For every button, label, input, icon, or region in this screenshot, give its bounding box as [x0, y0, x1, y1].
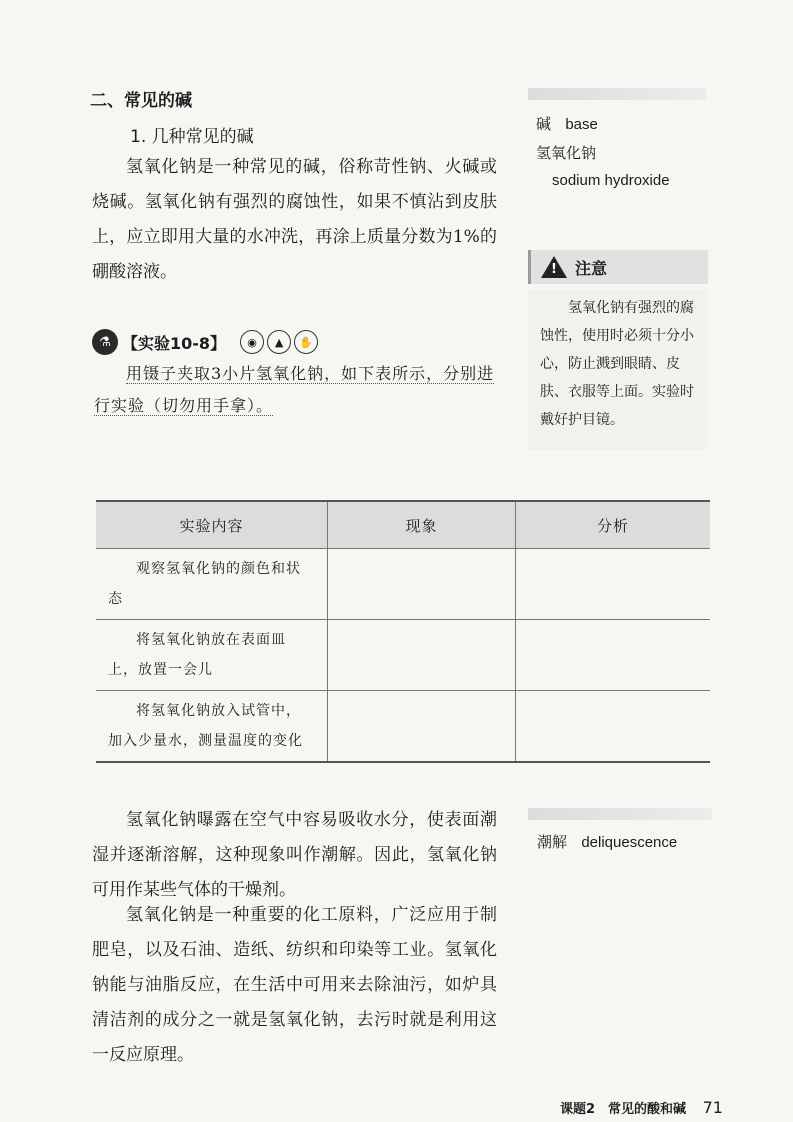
paragraph-uses: 氢氧化钠是一种重要的化工原料，广泛应用于制肥皂，以及石油、造纸、纺织和印染等工业。氢氧化钠能与油脂反应，在生活中可用来去除油污，如炉具清洁剂的成分之一就是氢氧化钠，去污时就是利用这一反应原理。	[92, 905, 497, 1065]
table-cell: 将氢氧化钠放入试管中，加入少量水，测量温度的变化	[96, 691, 328, 763]
column-header: 现象	[328, 501, 516, 549]
paragraph-sodium-hydroxide-intro: 氢氧化钠是一种常见的碱，俗称苛性钠、火碱或烧碱。氢氧化钠有强烈的腐蚀性，如果不慎沾到皮肤上，应立即用大量的水冲洗，再涂上质量分数为1%的硼酸溶液。	[92, 157, 497, 282]
warning-icon: !	[541, 256, 567, 278]
paragraph-deliquescence: 氢氧化钠曝露在空气中容易吸收水分，使表面潮湿并逐渐溶解，这种现象叫作潮解。因此，氢氧化钠可用作某些气体的干燥剂。	[92, 810, 497, 900]
glossary-english: deliquescence	[581, 834, 678, 851]
table-cell	[328, 549, 516, 620]
table-cell: 观察氢氧化钠的颜色和状态	[96, 549, 328, 620]
table-row	[96, 549, 710, 620]
safety-icons	[240, 330, 318, 354]
experiment-title: 【实验10-8】	[122, 333, 227, 353]
note-title: 注意	[575, 258, 608, 278]
column-header: 分析	[516, 501, 711, 549]
table-cell	[516, 620, 711, 691]
glossary-box-2	[537, 831, 677, 852]
table-cell	[516, 691, 711, 763]
experiment-instructions: 用镊子夹取3小片氢氧化钠，如下表所示，分别进行实验（切勿用手拿）。	[94, 364, 495, 415]
glossary-item: 碱 base	[536, 115, 598, 133]
glossary-term: 潮解	[537, 833, 568, 851]
page-footer	[560, 1098, 723, 1117]
table-cell	[328, 620, 516, 691]
section-title: 二、常见的碱	[90, 91, 192, 111]
glossary-bar	[528, 88, 706, 100]
page-number: 71	[702, 1098, 723, 1117]
experiment-heading	[92, 328, 318, 356]
lesson-title: 课题2 常见的酸和碱	[560, 1102, 687, 1117]
column-header: 实验内容	[96, 501, 328, 549]
table-header-row	[96, 501, 710, 549]
hand-wash-icon: ✋	[294, 330, 318, 354]
table-row	[96, 620, 710, 691]
glossary-item-english: sodium hydroxide	[552, 172, 670, 189]
glossary-item: 氢氧化钠	[536, 144, 597, 162]
flask-icon: ⚗	[92, 329, 118, 355]
table-row	[96, 691, 710, 763]
table-cell	[328, 691, 516, 763]
note-header	[528, 250, 708, 284]
glossary-bar	[528, 808, 712, 820]
experiment-table	[96, 500, 710, 763]
corrosive-icon: ▲	[267, 330, 291, 354]
glossary-box	[536, 110, 711, 195]
subsection-title: 1. 几种常见的碱	[130, 127, 254, 147]
table-cell: 将氢氧化钠放在表面皿上，放置一会儿	[96, 620, 328, 691]
goggles-icon: ◉	[240, 330, 264, 354]
note-text: 氢氧化钠有强烈的腐蚀性，使用时必须十分小心，防止溅到眼睛、皮肤、衣服等上面。实验时戴好护目镜。	[528, 290, 708, 450]
table-cell	[516, 549, 711, 620]
